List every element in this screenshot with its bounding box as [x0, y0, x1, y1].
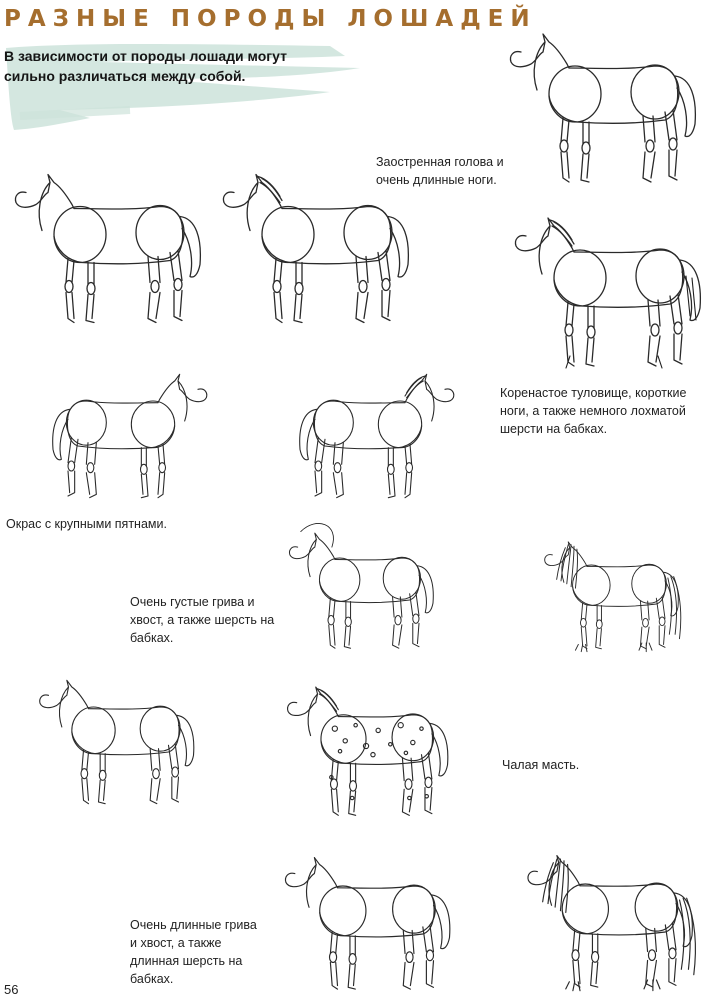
- page-number: 56: [4, 982, 19, 997]
- page-subtitle: В зависимости от породы лошади могут сильно различаться между собой.: [4, 48, 287, 84]
- caption-thick-mane: Очень густые грива и хвост, а также шерсть на бабках.: [130, 595, 275, 645]
- horse-sketch-long-mane-finished: [506, 836, 718, 996]
- caption-long-mane: Очень длинные грива и хвост, а также длинная шерсть на бабках.: [130, 918, 257, 986]
- horse-sketch-long-mane-guides: [262, 838, 477, 998]
- horse-sketch-draft-tall: [505, 12, 705, 192]
- caption-roan: Чалая масть.: [502, 758, 580, 772]
- page-title: РАЗНЫЕ ПОРОДЫ ЛОШАДЕЙ: [4, 6, 537, 32]
- horse-sketch-walking-guides: [28, 356, 228, 506]
- horse-sketch-walking-finished: [275, 356, 475, 506]
- horse-sketch-thick-mane-guides: [258, 516, 468, 656]
- horse-sketch-thick-mane-finished: [508, 526, 718, 656]
- horse-sketch-draft-finished: [510, 196, 710, 376]
- caption-stocky-body: Коренастое туловище, короткие ноги, а также немного лохматой шерсти на бабках.: [500, 386, 687, 436]
- caption-pointed-head: Заостренная голова и очень длинные ноги.: [376, 155, 504, 187]
- caption-large-spots: Окрас с крупными пятнами.: [6, 517, 167, 531]
- horse-sketch-thoroughbred-guides: [10, 150, 210, 335]
- horse-sketch-roan-spotted: [262, 668, 477, 824]
- horse-sketch-trotting-guides: [16, 662, 221, 812]
